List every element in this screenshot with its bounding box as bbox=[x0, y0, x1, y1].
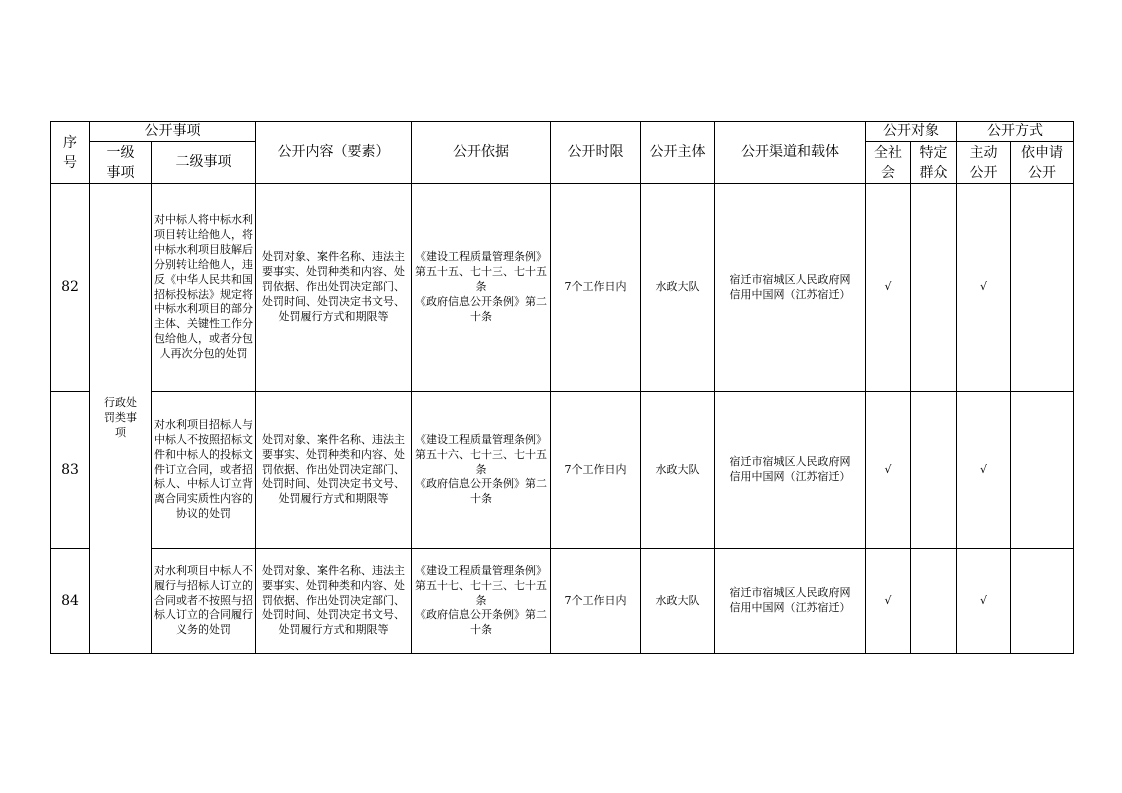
row-method-apply bbox=[1011, 184, 1074, 392]
row-target-specific bbox=[911, 392, 957, 549]
header-seq-text: 序号 bbox=[63, 134, 77, 171]
row-method-active: √ bbox=[957, 549, 1011, 654]
row-seq: 84 bbox=[51, 549, 90, 654]
header-seq bbox=[51, 122, 90, 184]
row-target-specific bbox=[911, 184, 957, 392]
header-level1 bbox=[90, 142, 152, 184]
row-target-all: √ bbox=[866, 549, 911, 654]
row-content: 处罚对象、案件名称、违法主要事实、处罚种类和内容、处罚依据、作出处罚决定部门、处罚时间、处罚决定书文号、处罚履行方式和期限等 bbox=[256, 392, 412, 549]
row-target-all: √ bbox=[866, 184, 911, 392]
header-method-active bbox=[957, 142, 1011, 184]
header-level2: 二级事项 bbox=[152, 142, 256, 184]
header-basis: 公开依据 bbox=[412, 122, 551, 184]
row-subject: 水政大队 bbox=[641, 549, 715, 654]
row-target-specific bbox=[911, 549, 957, 654]
row-method-active: √ bbox=[957, 392, 1011, 549]
row-time-limit: 7个工作日内 bbox=[551, 392, 641, 549]
row-channel bbox=[715, 549, 866, 654]
row-channel bbox=[715, 184, 866, 392]
row-level2: 对水利项目中标人不履行与招标人订立的合同或者不按照与招标人订立的合同履行义务的处罚 bbox=[152, 549, 256, 654]
category-cell bbox=[90, 184, 152, 654]
header-channel: 公开渠道和载体 bbox=[715, 122, 866, 184]
row-basis-text: 《建设工程质量管理条例》第五十五、七十三、七十五条 《政府信息公开条例》第二十条 bbox=[415, 250, 547, 323]
header-target-specific bbox=[911, 142, 957, 184]
header-method-apply bbox=[1011, 142, 1074, 184]
header-row-1 bbox=[51, 122, 1074, 142]
row-method-apply bbox=[1011, 392, 1074, 549]
row-time-limit: 7个工作日内 bbox=[551, 184, 641, 392]
row-content: 处罚对象、案件名称、违法主要事实、处罚种类和内容、处罚依据、作出处罚决定部门、处罚时间、处罚决定书文号、处罚履行方式和期限等 bbox=[256, 184, 412, 392]
header-open-items: 公开事项 bbox=[90, 122, 256, 142]
row-basis bbox=[412, 184, 551, 392]
row-level2: 对水利项目招标人与中标人不按照招标文件和中标人的投标文件订立合同，或者招标人、中标人订立背离合同实质性内容的协议的处罚 bbox=[152, 392, 256, 549]
category-text: 行政处罚类事项 bbox=[104, 396, 137, 439]
row-channel bbox=[715, 392, 866, 549]
row-basis bbox=[412, 392, 551, 549]
row-time-limit: 7个工作日内 bbox=[551, 549, 641, 654]
row-subject: 水政大队 bbox=[641, 392, 715, 549]
header-method-apply-text: 依申请公开 bbox=[1021, 144, 1063, 181]
row-content: 处罚对象、案件名称、违法主要事实、处罚种类和内容、处罚依据、作出处罚决定部门、处罚时间、处罚决定书文号、处罚履行方式和期限等 bbox=[256, 549, 412, 654]
row-basis bbox=[412, 549, 551, 654]
row-basis-text: 《建设工程质量管理条例》第五十六、七十三、七十五条 《政府信息公开条例》第二十条 bbox=[415, 432, 547, 506]
row-seq: 82 bbox=[51, 184, 90, 392]
header-content: 公开内容（要素） bbox=[256, 122, 412, 184]
table-row bbox=[51, 549, 1074, 654]
header-level1-text: 一级事项 bbox=[106, 144, 135, 181]
row-method-active: √ bbox=[957, 184, 1011, 392]
row-level2: 对中标人将中标水利项目转让给他人，将中标水利项目肢解后分别转让给他人，违反《中华人民共和国招标投标法》规定将中标水利项目的部分主体、关键性工作分包给他人，或者分包人再次分包的处罚 bbox=[152, 184, 256, 392]
header-method-active-text: 主动公开 bbox=[969, 144, 998, 181]
header-target-all bbox=[866, 142, 911, 184]
header-method: 公开方式 bbox=[957, 122, 1074, 142]
table-row bbox=[51, 184, 1074, 392]
row-channel-text: 宿迁市宿城区人民政府网 信用中国网（江苏宿迁） bbox=[729, 586, 851, 614]
row-subject: 水政大队 bbox=[641, 184, 715, 392]
row-channel-text: 宿迁市宿城区人民政府网 信用中国网（江苏宿迁） bbox=[729, 272, 851, 301]
header-target-all-text: 全社会 bbox=[874, 144, 902, 181]
header-target-specific-text: 特定群众 bbox=[919, 144, 948, 181]
row-channel-text: 宿迁市宿城区人民政府网 信用中国网（江苏宿迁） bbox=[729, 455, 851, 483]
row-method-apply bbox=[1011, 549, 1074, 654]
row-seq: 83 bbox=[51, 392, 90, 549]
row-basis-text: 《建设工程质量管理条例》第五十七、七十三、七十五条 《政府信息公开条例》第二十条 bbox=[415, 563, 547, 637]
disclosure-table bbox=[50, 121, 1074, 654]
row-target-all: √ bbox=[866, 392, 911, 549]
header-time-limit: 公开时限 bbox=[551, 122, 641, 184]
header-subject: 公开主体 bbox=[641, 122, 715, 184]
header-target: 公开对象 bbox=[866, 122, 957, 142]
table-row bbox=[51, 392, 1074, 549]
